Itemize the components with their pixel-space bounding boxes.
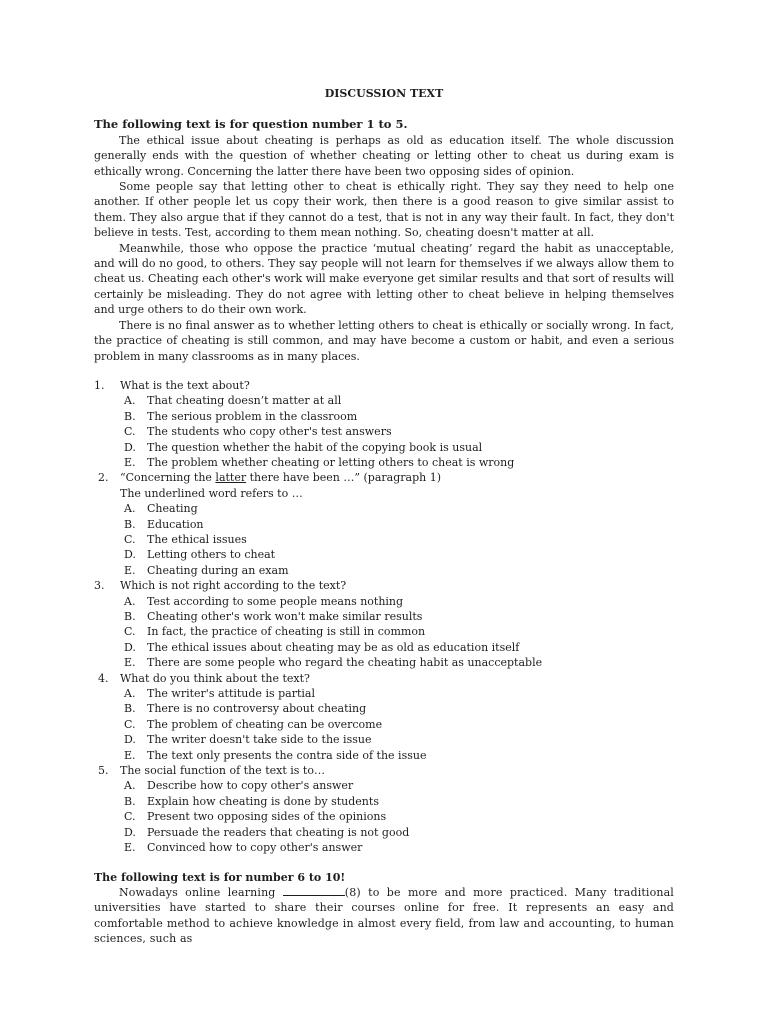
- option-letter: C.: [124, 625, 136, 639]
- option-text: Education: [147, 517, 204, 531]
- option: [94, 748, 674, 763]
- page-title: DISCUSSION TEXT: [324, 87, 444, 100]
- option-letter: A.: [124, 394, 136, 408]
- option: [94, 686, 674, 701]
- option-letter: A.: [124, 594, 136, 608]
- option-letter: E.: [124, 563, 136, 577]
- question-number: 4.: [98, 671, 109, 685]
- option-letter: D.: [124, 440, 136, 454]
- option-text: Present two opposing sides of the opinions: [147, 810, 387, 824]
- option-letter: E.: [124, 748, 136, 762]
- option: [94, 455, 674, 470]
- option-letter: A.: [124, 502, 136, 516]
- paragraph-text-end: to be more and more practiced. Many traditional universities have started to share their courses online for free. It represents an easy and comfortable method to achieve knowledge in almost every field, from law and accounting, to human sciences, such as: [94, 885, 674, 946]
- option-letter: D.: [124, 640, 136, 654]
- option-letter: E.: [124, 656, 136, 670]
- option-letter: B.: [124, 409, 136, 423]
- option: [94, 624, 674, 639]
- option-letter: A.: [124, 779, 136, 793]
- question-2: [94, 470, 674, 578]
- option: [94, 794, 674, 809]
- option-letter: B.: [124, 610, 136, 623]
- blank-number: (8): [344, 885, 361, 899]
- option-text: The ethical issues: [147, 532, 247, 546]
- question-list: [94, 378, 674, 856]
- section-2-heading: The following text is for number 6 to 10!: [94, 870, 346, 884]
- question-text: The social function of the text is to…: [120, 764, 325, 778]
- option: [94, 501, 674, 516]
- option-text: The question whether the habit of the copying book is usual: [147, 440, 483, 454]
- option: [94, 840, 674, 855]
- option: [94, 594, 674, 609]
- option-letter: C.: [124, 810, 136, 824]
- option: [94, 825, 674, 840]
- option-letter: B.: [124, 794, 136, 808]
- option-text: Test according to some people means nothing: [147, 594, 404, 608]
- option-text: Cheating during an exam: [147, 563, 289, 577]
- option: [94, 547, 674, 562]
- option-letter: C.: [124, 532, 136, 546]
- section-1-heading: The following text is for question number 1 to 5.: [94, 117, 408, 132]
- option: [94, 732, 674, 747]
- option-text: The ethical issues about cheating may be as old as education itself: [147, 640, 520, 654]
- option-letter: C.: [124, 425, 136, 439]
- question-text: What do you think about the text?: [120, 671, 310, 685]
- paragraph-3: Meanwhile, those who oppose the practice ‘mutual cheating’ regard the habit as unacceptable, and will do no good, to others. They say people will not learn for themselves if we always allow them to cheat us. Cheating each other's work will make everyone get similar results and that sort of results will certainly be misleading. They do not agree with letting other to cheat believe in helping themselves and urge others to do their own work.: [94, 241, 674, 317]
- question-number: 5.: [98, 764, 109, 778]
- paragraph-1: The ethical issue about cheating is perhaps as old as education itself. The whole discussion generally ends with the question of whether cheating or letting other to cheat us during exam is ethically wrong. Concerning the latter there have been two opposing sides of opinion.: [94, 133, 674, 178]
- question-number: 1.: [94, 378, 105, 392]
- option: [94, 809, 674, 824]
- option: [94, 701, 674, 716]
- question-text: Which is not right according to the text?: [120, 579, 347, 593]
- option-text: Describe how to copy other's answer: [147, 779, 354, 793]
- question-text-start: “Concerning the: [120, 471, 216, 485]
- option-text: Letting others to cheat: [147, 548, 276, 562]
- paragraph-4: There is no final answer as to whether letting others to cheat is ethically or socially wrong. In fact, the practice of cheating is still common, and may have become a custom or habit, and even a serious problem in many classrooms as in many places.: [94, 318, 674, 363]
- question-5: [94, 763, 674, 855]
- question-text: What is the text about?: [120, 378, 250, 392]
- question-number: 3.: [94, 579, 105, 593]
- option: [94, 440, 674, 455]
- underlined-word: latter: [215, 471, 247, 485]
- question-text-end: there have been …” (paragraph 1): [246, 471, 441, 485]
- option-text: Cheating: [147, 502, 198, 516]
- paragraph-2: Some people say that letting other to cheat is ethically right. They say they need to help one another. If other people let us copy their work, then there is a good reason to give similar assist to them. They also argue that if they cannot do a test, that is not in any way their fault. In fact, they don't believe in tests. Test, according to them mean nothing. So, cheating doesn't matter at all.: [94, 180, 674, 240]
- answer-blank: [283, 885, 345, 896]
- question-1: [94, 378, 674, 470]
- option-text: The writer's attitude is partial: [147, 687, 315, 701]
- option: [94, 655, 674, 670]
- option-text: In fact, the practice of cheating is still in common: [147, 625, 426, 639]
- option-letter: C.: [124, 717, 136, 731]
- section-2: [94, 870, 674, 947]
- option-text: The students who copy other's test answers: [147, 425, 392, 439]
- option: [94, 517, 674, 532]
- option: [94, 393, 674, 408]
- option: [94, 424, 674, 439]
- question-4: [94, 671, 674, 763]
- option-text: There is no controversy about cheating: [147, 702, 367, 716]
- option-text: The serious problem in the classroom: [147, 409, 358, 423]
- option-letter: E.: [124, 455, 136, 469]
- option: [94, 778, 674, 793]
- option: [94, 717, 674, 732]
- option-text: The problem of cheating can be overcome: [147, 717, 383, 731]
- option-letter: D.: [124, 733, 136, 747]
- option-text: The writer doesn't take side to the issue: [147, 733, 372, 747]
- option-text: Convinced how to copy other's answer: [147, 841, 363, 855]
- question-subtext: The underlined word refers to …: [120, 486, 303, 500]
- option-text: Persuade the readers that cheating is not good: [147, 825, 410, 839]
- option-text: There are some people who regard the cheating habit as unacceptable: [147, 656, 543, 670]
- option: [94, 609, 674, 624]
- option-letter: D.: [124, 548, 136, 562]
- option-letter: B.: [124, 517, 136, 531]
- option-text: Explain how cheating is done by students: [147, 794, 379, 808]
- option: [94, 640, 674, 655]
- paragraph-text-start: Nowadays online learning: [119, 885, 283, 899]
- option-letter: D.: [124, 825, 136, 839]
- option: [94, 563, 674, 578]
- question-3: [94, 578, 674, 670]
- section-2-paragraph: [94, 885, 674, 947]
- option-text: The text only presents the contra side of the issue: [147, 748, 427, 762]
- option-letter: E.: [124, 841, 136, 855]
- option-letter: A.: [124, 687, 136, 701]
- option-letter: B.: [124, 702, 136, 716]
- option: [94, 409, 674, 424]
- option-text: Cheating other's work won't make similar results: [147, 610, 423, 623]
- option-text: That cheating doesn’t matter at all: [147, 394, 342, 408]
- option: [94, 532, 674, 547]
- question-number: 2.: [98, 471, 109, 485]
- option-text: The problem whether cheating or letting others to cheat is wrong: [147, 455, 515, 469]
- section-1: [94, 117, 674, 364]
